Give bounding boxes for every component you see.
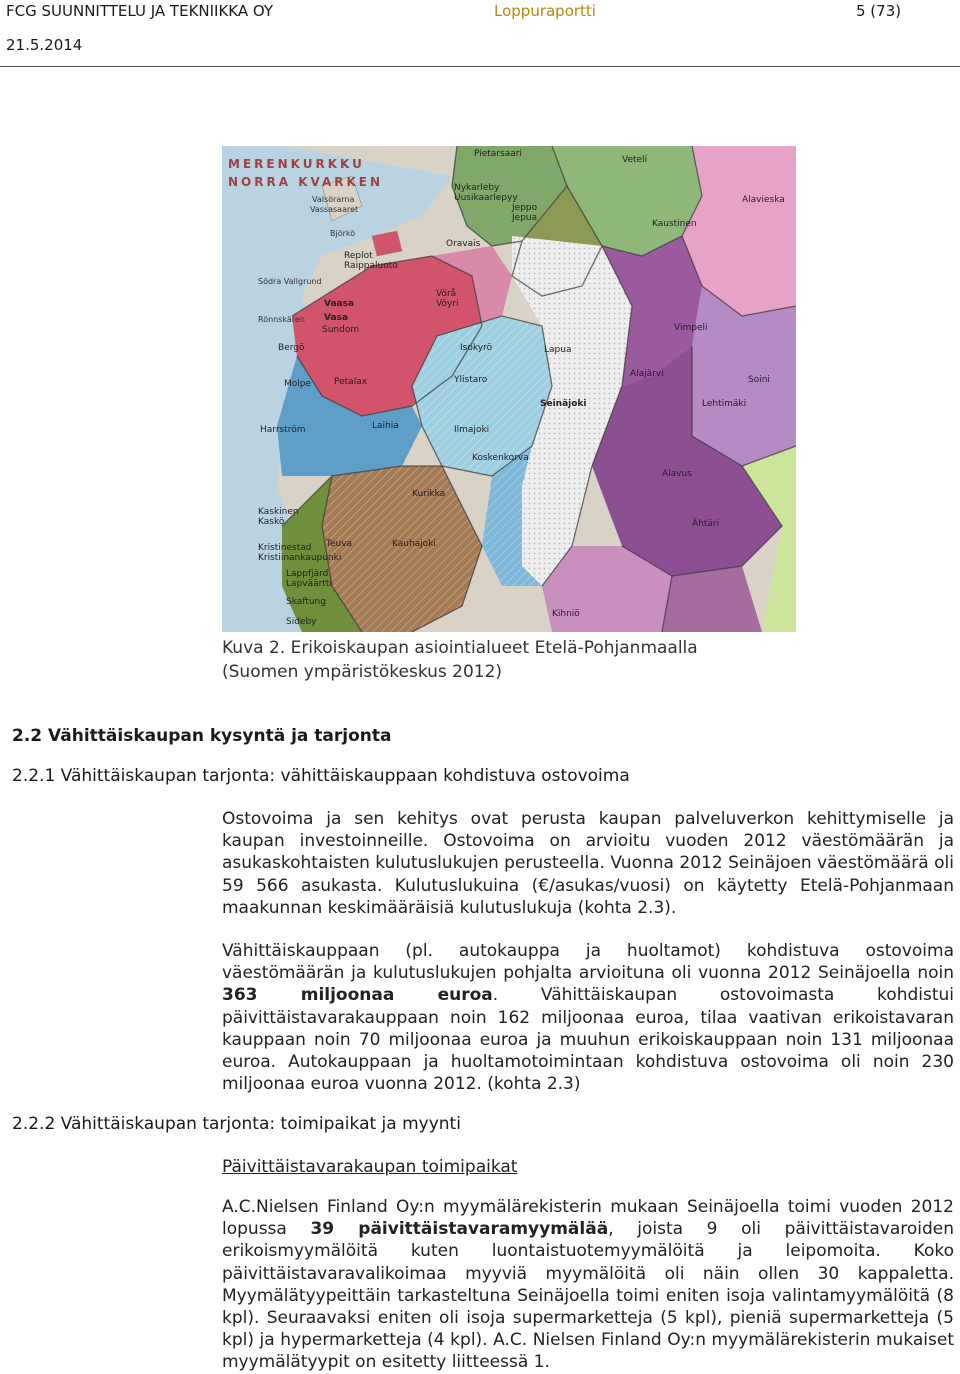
place-label: Petalax (334, 377, 368, 387)
place-label: Lappfjärd (286, 569, 329, 579)
place-label: Södra Vallgrund (258, 277, 322, 286)
place-label: Koskenkorva (472, 453, 529, 463)
place-label: Jepua (512, 213, 538, 223)
place-label: Bergö (278, 343, 305, 353)
place-label: Alavus (662, 469, 692, 479)
figure-caption (222, 636, 698, 684)
place-label: Vassasaaret (310, 205, 359, 214)
caption-line-1: Kuva 2. Erikoiskaupan asiointialueet Etelä-Pohjanmaalla (222, 638, 698, 658)
place-label: Kristiinankaupunki (258, 553, 342, 563)
paragraph-2-bold: 363 miljoonaa euroa (222, 985, 493, 1006)
place-label: Harrström (260, 425, 306, 435)
place-label: Vöyri (436, 299, 459, 309)
place-label: Kaskinen (258, 507, 299, 517)
header-page-number: 5 (73) (856, 2, 902, 20)
paragraph-1: Ostovoima ja sen kehitys ovat perusta kaupan palveluverkon kehittymiselle ja kaupan investoinneille. Ostovoima on arvioitu vuoden 2012 väestömäärän ja asukaskohtaisten kulutuslukujen perusteella. Vuonna 2012 Seinäjoen väestömäärä oli 59 566 asukasta. Kulutuslukuina (€/asukas/vuosi) on käytetty Etelä-Pohjanmaan maakunnan keskimääräisiä kulutuslukuja (kohta 2.3). (222, 809, 954, 918)
place-label: Björkö (330, 229, 356, 238)
subsection-heading-2: 2.2.2 Vähittäiskaupan tarjonta: toimipaikat ja myynti (12, 1114, 461, 1134)
header-title: Loppuraportti (494, 2, 596, 20)
place-label: Vimpeli (674, 323, 708, 333)
paragraph-3 (222, 1196, 954, 1374)
place-label: Skaftung (286, 597, 326, 607)
place-label: Sundom (322, 325, 360, 335)
place-label: Vetelí (622, 155, 648, 165)
place-label: Jeppo (512, 203, 538, 213)
place-label: Ilmajoki (454, 425, 490, 435)
place-label: Pietarsaari (474, 149, 522, 159)
regional-map (222, 146, 796, 632)
place-label: Lehtimäki (702, 399, 747, 409)
place-label: Alajärvi (630, 369, 664, 379)
header-date: 21.5.2014 (6, 36, 83, 54)
place-label: Vörå (436, 289, 457, 299)
place-label: Sideby (286, 617, 317, 627)
place-label: Laihia (372, 421, 399, 431)
sea-label-2: NORRA KVARKEN (228, 175, 384, 189)
map-figure (222, 146, 796, 632)
subheading-underlined: Päivittäistavarakaupan toimipaikat (222, 1157, 518, 1177)
header-divider (0, 66, 960, 67)
paragraph-2-text-b: . Vähittäiskaupan ostovoimasta kohdistui päivittäistavarakauppaan noin 162 miljoonaa euroa, tilaa vaativan erikoistavaran kauppaan noin 70 miljoonaa euroa ja muuhun erikoiskauppaan noin 131 miljoonaa euroa. Autokauppaan ja huoltamotoimintaan kohdistuva ostovoima oli noin 230 miljoonaa euroa vuonna 2012. (kohta 2.3) (222, 985, 954, 1095)
place-label: Teuva (326, 539, 353, 549)
section-heading: 2.2 Vähittäiskaupan kysyntä ja tarjonta (12, 726, 392, 746)
place-label: Vaasa (324, 299, 355, 309)
place-label: Molpe (284, 379, 312, 389)
paragraph-3-bold: 39 päivittäistavaramyymälää (310, 1219, 609, 1240)
place-label: Valsörarna (312, 195, 355, 204)
header-org: FCG SUUNNITTELU JA TEKNIIKKA OY (6, 2, 274, 20)
place-label: Lapväärtti (286, 579, 332, 589)
place-label: Kristinestad (258, 543, 312, 553)
place-label: Isokyrö (460, 343, 493, 353)
place-label: Nykarleby (454, 183, 500, 193)
paragraph-2-text-a: Vähittäiskauppaan (pl. autokauppa ja huoltamot) kohdistuva ostovoima väestömäärän ja kulutuslukujen pohjalta arvioituna oli vuonna 2012 Seinäjoella noin (222, 941, 954, 984)
place-label: Kauhajoki (392, 539, 436, 549)
place-label: Alavieska (742, 195, 785, 205)
place-label: Ylistaro (454, 375, 488, 385)
place-label: Replot (344, 251, 373, 261)
place-label: Kihniö (552, 609, 580, 619)
place-label: Rönnskären (258, 315, 305, 324)
place-label: Soini (748, 375, 770, 385)
place-label: Vasa (324, 313, 348, 323)
place-label: Ähtäri (692, 519, 720, 529)
paragraph-3-text-a: A.C.Nielsen Finland Oy:n myymälärekisterin mukaan Seinäjoella toimi vuoden 2012 lopussa (222, 1197, 954, 1240)
place-label: Uusikaarlepyy (454, 193, 518, 203)
place-label: Kaustinen (652, 219, 697, 229)
subsection-heading-1: 2.2.1 Vähittäiskaupan tarjonta: vähittäiskauppaan kohdistuva ostovoima (12, 766, 630, 786)
place-label: Lapua (544, 345, 572, 355)
place-label: Oravais (446, 239, 481, 249)
place-label: Seinäjoki (540, 399, 587, 409)
caption-line-2: (Suomen ympäristökeskus 2012) (222, 662, 503, 682)
place-label: Kaskö (258, 517, 285, 527)
place-label: Raippaluoto (344, 261, 398, 271)
page-header (0, 0, 960, 70)
paragraph-2 (222, 940, 954, 1095)
paragraph-3-text-b: , joista 9 oli päivittäistavaroiden erikoismyymälöitä kuten luontaistuotemyymälöitä ja leipomoita. Koko päivittäistavaravalikoimaa myyviä myymälöitä oli näin ollen 30 kappaletta. Myymälätyypeittäin tarkasteltuna Seinäjoella toimi eniten isoja valintamyymälöitä (8 kpl). Seuraavaksi eniten oli isoja supermarketteja (5 kpl), pieniä supermarketteja (5 kpl) ja hypermarketteja (4 kpl). A.C. Nielsen Finland Oy:n myymälärekisterin mukaiset myymälätyypit on esitetty liitteessä 1. (222, 1219, 954, 1373)
sea-label-1: MERENKURKKU (228, 157, 365, 171)
place-label: Kurikka (412, 489, 446, 499)
